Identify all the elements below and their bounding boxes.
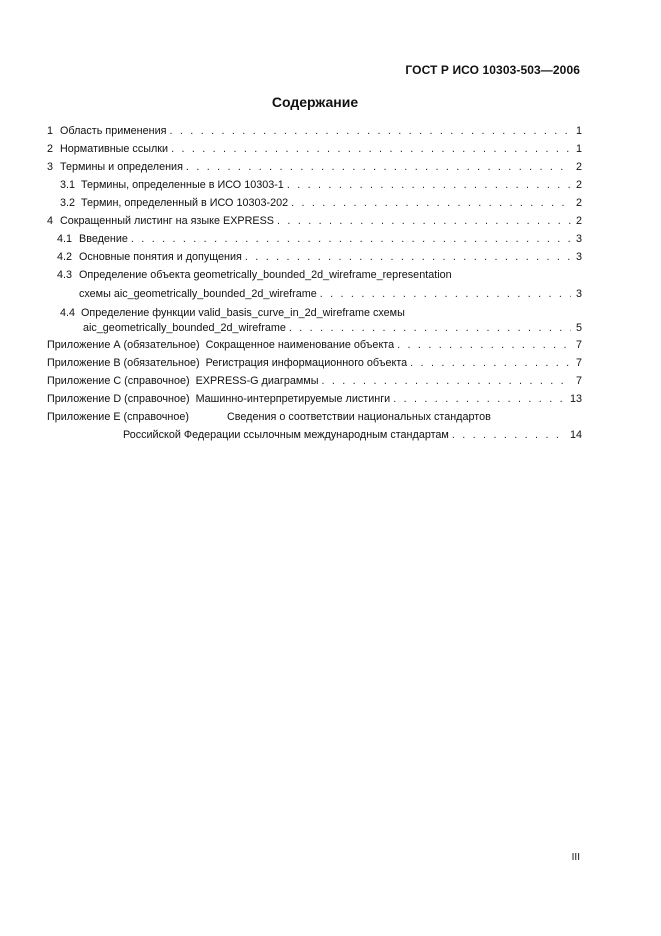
dot-leader — [277, 215, 571, 227]
toc-entry-title-line1: Сведения о соответствии национальных стандартов — [227, 411, 491, 423]
toc-entry-title: Сокращенный листинг на языке EXPRESS — [60, 215, 275, 227]
toc-entry-page: 3 — [575, 233, 582, 245]
toc-entry-title: Сокращенное наименование объекта — [205, 339, 395, 351]
toc-heading: Содержание — [271, 94, 359, 110]
toc-entry-number: 4.1 — [57, 233, 73, 245]
toc-entry-3[interactable] — [0, 161, 661, 177]
toc-entry-page: 5 — [575, 322, 582, 334]
toc-entry-title: Область применения — [60, 125, 167, 137]
toc-entry-title-line2: схемы aic_geometrically_bounded_2d_wireframe — [79, 288, 317, 300]
toc-entry-annex-e[interactable] — [0, 411, 661, 427]
toc-entry-page: 7 — [575, 375, 582, 387]
toc-entry-number: 4.4 — [60, 307, 76, 319]
dot-leader — [320, 288, 571, 300]
dot-leader — [289, 322, 571, 334]
toc-entry-number: 4 — [47, 215, 54, 227]
toc-entry-4-1[interactable] — [0, 233, 661, 249]
toc-entry-3-1[interactable] — [0, 179, 661, 195]
toc-entry-title: Регистрация информационного объекта — [205, 357, 408, 369]
toc-entry-number: 1 — [47, 125, 54, 137]
toc-entry-4-2[interactable] — [0, 251, 661, 267]
toc-entry-number: 3 — [47, 161, 54, 173]
toc-entry-annex-d[interactable] — [0, 393, 661, 409]
dot-leader — [393, 393, 567, 405]
toc-entry-annex-c[interactable] — [0, 375, 661, 391]
page-folio: III — [571, 852, 580, 863]
dot-leader — [287, 179, 571, 191]
toc-entry-title: Термины, определенные в ИСО 10303-1 — [81, 179, 284, 191]
toc-entry-page: 7 — [575, 339, 582, 351]
toc-entry-4-3[interactable] — [0, 269, 661, 285]
toc-entry-number: 3.1 — [60, 179, 76, 191]
toc-entry-number: 4.3 — [57, 269, 73, 281]
toc-entry-page: 1 — [575, 143, 582, 155]
toc-entry-annex-a[interactable] — [0, 339, 661, 355]
toc-entry-title: EXPRESS-G диаграммы — [195, 375, 319, 387]
toc-entry-4-4[interactable] — [0, 307, 661, 323]
toc-entry-title: Введение — [79, 233, 128, 245]
toc-entry-number: 2 — [47, 143, 54, 155]
toc-entry-page: 3 — [575, 288, 582, 300]
toc-entry-page: 2 — [575, 197, 582, 209]
toc-entry-title: Нормативные ссылки — [60, 143, 169, 155]
toc-entry-page: 3 — [575, 251, 582, 263]
dot-leader — [291, 197, 571, 209]
dot-leader — [171, 143, 571, 155]
toc-entry-2[interactable] — [0, 143, 661, 159]
toc-entry-number: 4.2 — [57, 251, 73, 263]
toc-entry-title-line2: aic_geometrically_bounded_2d_wireframe — [83, 322, 286, 334]
document-code-header: ГОСТ Р ИСО 10303-503—2006 — [405, 63, 580, 77]
toc-entry-page: 14 — [569, 429, 582, 441]
toc-entry-4-4-continuation[interactable] — [0, 322, 661, 338]
dot-leader — [452, 429, 567, 441]
dot-leader — [131, 233, 571, 245]
toc-entry-title-line2: Российской Федерации ссылочным международным стандартам — [123, 429, 449, 441]
toc-annex-label: Приложение Е (справочное) — [47, 411, 189, 423]
toc-entry-annex-b[interactable] — [0, 357, 661, 373]
dot-leader — [397, 339, 571, 351]
toc-entry-page: 2 — [575, 161, 582, 173]
dot-leader — [321, 375, 571, 387]
toc-entry-title: Термин, определенный в ИСО 10303-202 — [81, 197, 289, 209]
dot-leader — [170, 125, 572, 137]
toc-entry-title: Термины и определения — [60, 161, 183, 173]
toc-entry-page: 1 — [575, 125, 582, 137]
toc-entry-title: Машинно-интерпретируемые листинги — [195, 393, 391, 405]
toc-entry-annex-e-continuation[interactable] — [0, 429, 661, 445]
toc-entry-page: 2 — [575, 215, 582, 227]
toc-annex-label: Приложение В (обязательное) — [47, 357, 200, 369]
toc-entry-4-3-continuation[interactable] — [0, 288, 661, 304]
toc-entry-page: 13 — [569, 393, 582, 405]
toc-annex-label: Приложение D (справочное) — [47, 393, 190, 405]
dot-leader — [245, 251, 571, 263]
toc-entry-page: 2 — [575, 179, 582, 191]
toc-entry-title-line1: Определение функции valid_basis_curve_in_2d_wireframe схемы — [81, 307, 405, 319]
dot-leader — [186, 161, 571, 173]
toc-entry-4[interactable] — [0, 215, 661, 231]
dot-leader — [410, 357, 571, 369]
toc-entry-title: Основные понятия и допущения — [79, 251, 242, 263]
toc-entry-1[interactable] — [0, 125, 661, 141]
toc-entry-title-line1: Определение объекта geometrically_bounded_2d_wireframe_representation — [79, 269, 452, 281]
toc-entry-3-2[interactable] — [0, 197, 661, 213]
toc-annex-label: Приложение А (обязательное) — [47, 339, 200, 351]
toc-entry-page: 7 — [575, 357, 582, 369]
toc-entry-number: 3.2 — [60, 197, 76, 209]
toc-annex-label: Приложение С (справочное) — [47, 375, 190, 387]
